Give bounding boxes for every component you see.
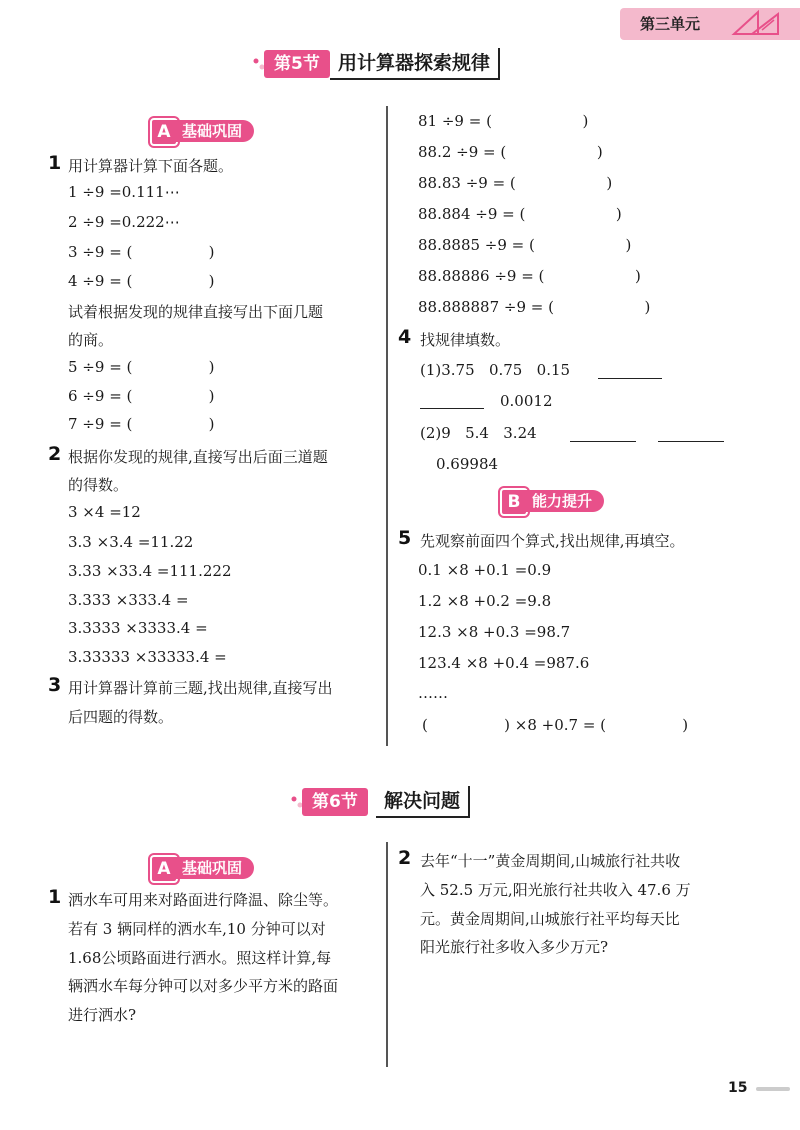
- q2-line: 3.3 ×3.4 =11.22: [68, 533, 194, 551]
- q1-line: 的商。: [68, 331, 114, 349]
- s6-question-1-number: 1: [48, 886, 62, 908]
- question-2-number: 2: [48, 443, 62, 465]
- q4-row2-tail: 0.69984: [436, 455, 499, 473]
- q3-line: 用计算器计算前三题,找出规律,直接写出: [68, 679, 333, 697]
- section6-badge: 第6节: [302, 788, 368, 816]
- unit-label: 第三单元: [640, 15, 701, 33]
- section5-title: 用计算器探索规律: [330, 48, 500, 80]
- s6-q2-line: 阳光旅行社多收入多少万元?: [420, 938, 609, 956]
- q1-line: 2 ÷9 =0.222⋯: [68, 213, 180, 231]
- q3-line: 88.888887 ÷9 = ( ): [418, 298, 651, 316]
- q2-line: 的得数。: [68, 476, 129, 494]
- part-a-letter: A: [150, 118, 178, 146]
- column-divider: [386, 842, 388, 1067]
- q2-line: 根据你发现的规律,直接写出后面三道题: [68, 448, 328, 466]
- s6-q2-line: 元。黄金周期间,山城旅行社平均每天比: [420, 910, 680, 928]
- q3-line: 88.88886 ÷9 = ( ): [418, 267, 641, 285]
- answer-blank[interactable]: [658, 441, 724, 442]
- question-4-number: 4: [398, 326, 412, 348]
- question-1-number: 1: [48, 152, 62, 174]
- answer-blank[interactable]: [570, 441, 636, 442]
- section5-badge: 第5节: [264, 50, 330, 78]
- q4-row1-tail: 0.0012: [500, 392, 553, 410]
- s6-q1-line: 进行洒水?: [68, 1006, 137, 1024]
- part-a-label: 基础巩固: [172, 120, 254, 142]
- page-number: 15: [728, 1080, 748, 1096]
- q2-line: 3 ×4 =12: [68, 503, 141, 521]
- section5-part-b-header: [500, 488, 640, 514]
- q2-line: 3.333 ×333.4 =: [68, 591, 189, 609]
- page-bar: [756, 1087, 790, 1091]
- section5-part-a-header: [150, 118, 280, 144]
- answer-blank[interactable]: [420, 408, 484, 409]
- q5-line: ……: [418, 684, 448, 702]
- q1-line: 试着根据发现的规律直接写出下面几题: [68, 303, 324, 321]
- q3-line: 88.8885 ÷9 = ( ): [418, 236, 632, 254]
- q1-line: 5 ÷9 = ( ): [68, 358, 215, 376]
- ruler-triangle-icon: [728, 8, 784, 38]
- s6-q2-line: 去年“十一”黄金周期间,山城旅行社共收: [420, 852, 681, 870]
- q5-line: 12.3 ×8 +0.3 =98.7: [418, 623, 571, 641]
- q1-line: 6 ÷9 = ( ): [68, 387, 215, 405]
- q4-row2: (2)9 5.4 3.24: [420, 424, 537, 442]
- part-b-label: 能力提升: [522, 490, 604, 512]
- column-divider: [386, 106, 388, 746]
- answer-blank[interactable]: [598, 378, 662, 379]
- q1-line: 3 ÷9 = ( ): [68, 243, 215, 261]
- part-b-letter: B: [500, 488, 528, 516]
- q4-intro: 找规律填数。: [420, 331, 511, 349]
- s6-q1-line: 1.68公顷路面进行洒水。照这样计算,每: [68, 949, 332, 967]
- q3-line: 后四题的得数。: [68, 708, 174, 726]
- q3-line: 88.2 ÷9 = ( ): [418, 143, 603, 161]
- section6-title: 解决问题: [376, 786, 470, 818]
- q3-line: 88.83 ÷9 = ( ): [418, 174, 613, 192]
- q1-line: 1 ÷9 =0.111⋯: [68, 183, 180, 201]
- s6-q2-line: 入 52.5 万元,阳光旅行社共收入 47.6 万: [420, 881, 691, 899]
- q5-line: 先观察前面四个算式,找出规律,再填空。: [420, 532, 685, 550]
- q5-line: ( ) ×8 +0.7 = ( ): [422, 716, 689, 734]
- s6-q1-line: 若有 3 辆同样的洒水车,10 分钟可以对: [68, 920, 326, 938]
- q5-line: 0.1 ×8 +0.1 =0.9: [418, 561, 552, 579]
- s6-q1-line: 辆洒水车每分钟可以对多少平方米的路面: [68, 977, 339, 995]
- question-5-number: 5: [398, 527, 412, 549]
- q1-line: 7 ÷9 = ( ): [68, 415, 215, 433]
- q3-line: 88.884 ÷9 = ( ): [418, 205, 622, 223]
- q3-line: 81 ÷9 = ( ): [418, 112, 589, 130]
- q2-line: 3.33333 ×33333.4 =: [68, 648, 227, 666]
- q5-line: 1.2 ×8 +0.2 =9.8: [418, 592, 552, 610]
- q2-line: 3.3333 ×3333.4 =: [68, 619, 208, 637]
- s6-q1-line: 洒水车可用来对路面进行降温、除尘等。: [68, 891, 339, 909]
- q1-line: 用计算器计算下面各题。: [68, 157, 234, 175]
- q2-line: 3.33 ×33.4 =111.222: [68, 562, 232, 580]
- question-3-number: 3: [48, 674, 62, 696]
- q1-line: 4 ÷9 = ( ): [68, 272, 215, 290]
- q5-line: 123.4 ×8 +0.4 =987.6: [418, 654, 590, 672]
- section6-part-a-header: [150, 855, 280, 881]
- part-a-label: 基础巩固: [172, 857, 254, 879]
- part-a-letter: A: [150, 855, 178, 883]
- q4-row1: (1)3.75 0.75 0.15: [420, 361, 571, 379]
- s6-question-2-number: 2: [398, 847, 412, 869]
